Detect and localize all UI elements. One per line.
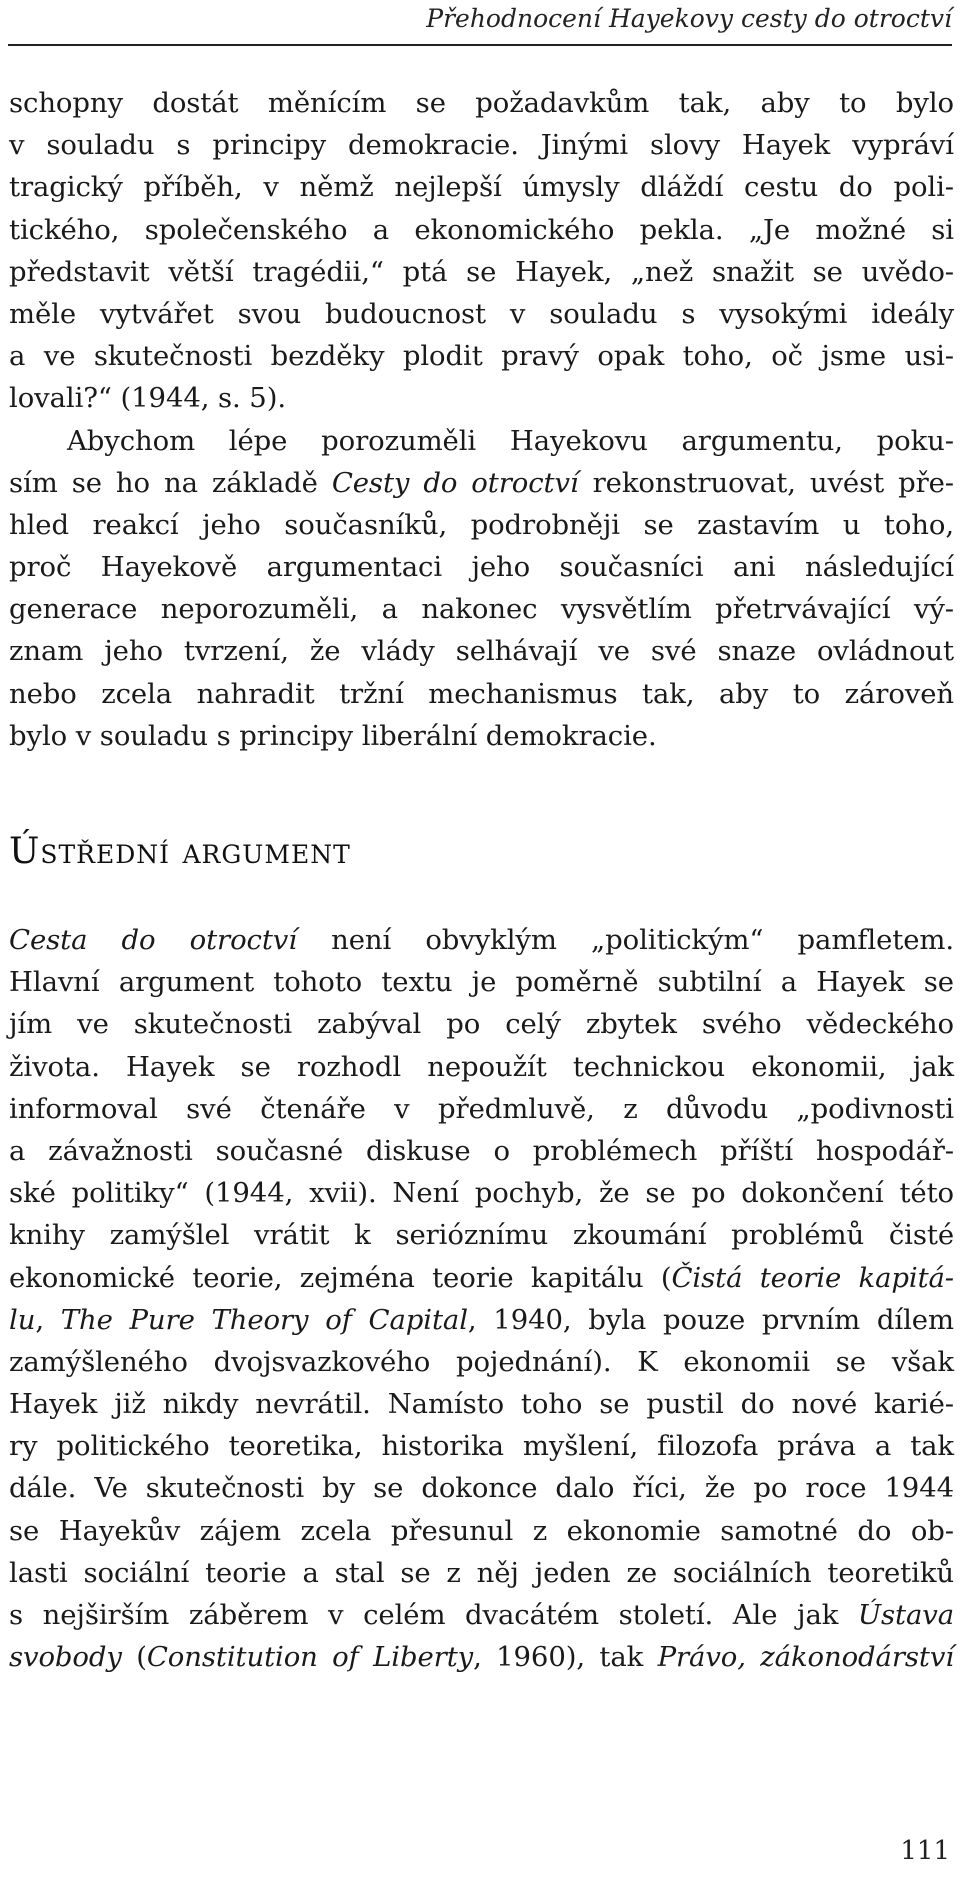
book-title: lu bbox=[9, 1303, 36, 1336]
book-title: Právo, zákonodárství bbox=[657, 1641, 954, 1674]
text-line: měle vytvářet svou budoucnost v souladu s vysokými ideály bbox=[9, 297, 954, 330]
text-line: lasti sociální teorie a stal se z něj jeden ze sociálních teoretiků bbox=[9, 1556, 954, 1589]
text-line: představit větší tragédii,“ ptá se Hayek, „než snažit se uvědo- bbox=[9, 255, 954, 288]
text-line bbox=[9, 1594, 954, 1636]
book-title: Ústava bbox=[857, 1599, 954, 1631]
text-line: tragický příběh, v němž nejlepší úmysly dláždí cestu do poli- bbox=[9, 171, 954, 204]
page-number: 111 bbox=[900, 1836, 950, 1866]
text-line: bylo v souladu s principy liberální demokracie. bbox=[9, 719, 657, 752]
text-line: znam jeho tvrzení, že vlády selhávají ve své snaze ovládnout bbox=[9, 635, 954, 668]
book-title: Constitution of Liberty bbox=[146, 1641, 474, 1674]
paragraph-intro-plan bbox=[9, 420, 954, 758]
text-line: hled reakcí jeho současníků, podrobněji se zastavím u toho, bbox=[9, 508, 954, 541]
text-line: Hlavní argument tohoto textu je poměrně subtilní a Hayek se bbox=[9, 966, 954, 999]
text-line bbox=[9, 1257, 954, 1299]
text-line: a závažnosti současné diskuse o problémech příští hospodář- bbox=[9, 1134, 954, 1167]
text-line: Hayek již nikdy nevrátil. Namísto toho se pustil do nové karié- bbox=[9, 1388, 954, 1421]
text-span: , 1960), tak bbox=[473, 1641, 658, 1674]
text-line: schopny dostát měnícím se požadavkům tak, aby to bylo bbox=[9, 87, 954, 119]
text-span: sím se ho na základě bbox=[9, 466, 332, 499]
text-span: s nejširším záběrem v celém dvacátém století. Ale jak bbox=[9, 1599, 858, 1631]
text-span: rekonstruovat, uvést pře- bbox=[578, 466, 954, 499]
text-line bbox=[9, 1636, 954, 1678]
text-line: Abychom lépe porozuměli Hayekovu argumentu, poku- bbox=[67, 424, 954, 457]
text-line: tického, společenského a ekonomického pekla. „Je možné si bbox=[9, 213, 954, 246]
book-title: Čistá teorie kapitá- bbox=[671, 1261, 955, 1294]
text-line bbox=[9, 919, 954, 961]
text-line bbox=[9, 1299, 954, 1341]
text-line: ské politiky“ (1944, xvii). Není pochyb, že se po dokončení této bbox=[9, 1177, 954, 1210]
text-line: generace neporozuměli, a nakonec vysvětlím přetrvávající vý- bbox=[9, 593, 954, 626]
text-span: ( bbox=[121, 1641, 147, 1674]
book-title: Cesta do otroctví bbox=[9, 924, 297, 956]
text-line: se Hayekův zájem zcela přesunul z ekonomie samotné do ob- bbox=[9, 1514, 954, 1547]
text-span: , 1940, byla pouze prvním dílem bbox=[467, 1303, 954, 1336]
text-line: a ve skutečnosti bezděky plodit pravý opak toho, oč jsme usi- bbox=[9, 340, 954, 373]
book-title: svobody bbox=[9, 1641, 122, 1674]
text-line: ry politického teoretika, historika myšlení, filozofa práva a tak bbox=[9, 1430, 954, 1463]
text-line: nebo zcela nahradit tržní mechanismus tak, aby to zároveň bbox=[9, 677, 954, 710]
text-line: zamýšleného dvojsvazkového pojednání). K ekonomii se však bbox=[9, 1345, 954, 1378]
running-header bbox=[8, 0, 952, 46]
section-paragraph bbox=[9, 919, 954, 1678]
running-title: Přehodnocení Hayekovy cesty do otroctví bbox=[426, 4, 952, 33]
page-body bbox=[9, 82, 954, 1678]
book-title: The Pure Theory of Capital bbox=[60, 1303, 468, 1336]
text-line bbox=[9, 462, 954, 504]
text-line: knihy zamýšlel vrátit k serióznímu zkoumání problémů čisté bbox=[9, 1219, 954, 1252]
text-line: lovali?“ (1944, s. 5). bbox=[9, 382, 286, 415]
text-line: života. Hayek se rozhodl nepoužít technickou ekonomii, jak bbox=[9, 1050, 954, 1083]
text-span: , bbox=[35, 1303, 61, 1336]
text-line: jím ve skutečnosti zabýval po celý zbytek svého vědeckého bbox=[9, 1008, 954, 1041]
text-line: dále. Ve skutečnosti by se dokonce dalo říci, že po roce 1944 bbox=[9, 1472, 954, 1505]
section-heading: Ústřední argument bbox=[9, 831, 351, 872]
text-line: informoval své čtenáře v předmluvě, z důvodu „podivnosti bbox=[9, 1092, 954, 1125]
book-title: Cesty do otroctví bbox=[331, 466, 579, 499]
text-span: ekonomické teorie, zejména teorie kapitálu ( bbox=[9, 1261, 672, 1294]
paragraph-continued bbox=[9, 82, 954, 420]
text-line: proč Hayekově argumentaci jeho současníci ani následující bbox=[9, 551, 954, 584]
text-span: není obvyklým „politickým“ pamfletem. bbox=[296, 924, 954, 956]
text-line: v souladu s principy demokracie. Jinými slovy Hayek vypráví bbox=[9, 129, 954, 162]
